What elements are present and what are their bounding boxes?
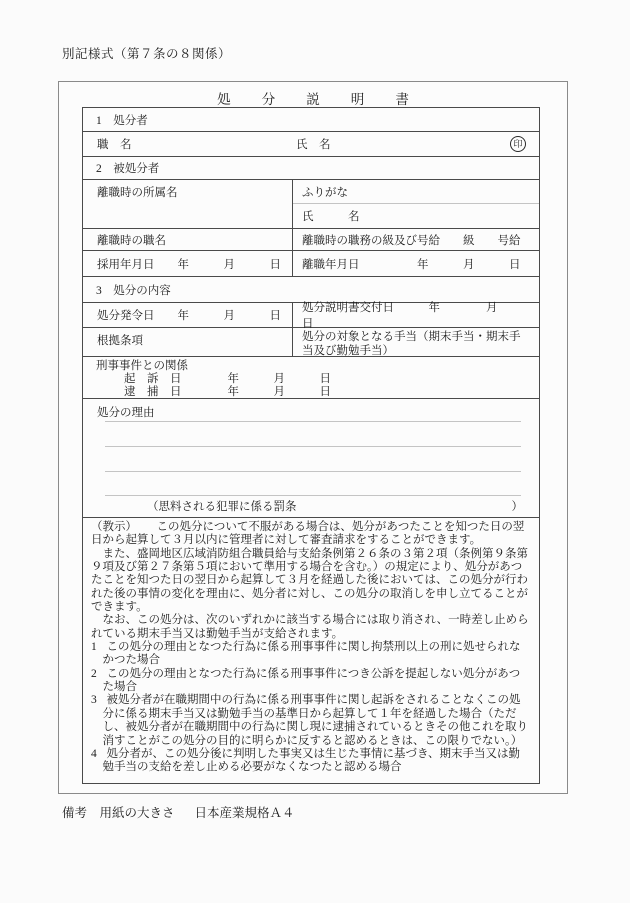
notice-item-3 [91,694,531,747]
notice-item-text: 被処分者が在職期間中の行為に係る刑事事件に関し起訴をされることなくこの処分に係る期末手当又は勤勉手当の基準日から起算して１年を経過した場合（ただし、被処分者が在職期間中の行為に関し現に逮捕されているときその他これを取り消すことがこの処分の目的に明らかに反すると認めるときは、この限りでない。） [102,694,528,747]
reason-rule-line [105,421,521,422]
notice-item-2 [91,668,531,695]
notice-paragraph: なお、この処分は、次のいずれかに該当する場合には取り消され、一時差し止められている期末手当又は勤勉手当が支給されます。 [91,614,529,640]
form-style-note: 別記様式（第７条の８関係） [62,47,232,61]
disposer-name-row [83,132,539,157]
allowance-label-cell: 処分の対象となる手当（期末手当・期末手当及び勤勉手当） [302,331,521,357]
notice-item-number: 4 [91,747,97,760]
issue-date-cell: 処分発令日 年 月 日 [83,303,293,327]
remark-text-paper-size: 用紙の大きさ [99,806,175,820]
form-table [82,107,540,784]
reason-label: 処分の理由 [97,407,155,419]
hire-leave-date-row [83,251,539,277]
notice-paragraph: また、盛岡地区広域消防組合職員給与支給条例第２６条の３第２項（条例第９条第９項及び第２７条第５項において準用する場合を含む。）の規定により、処分があつたことを知つた日の翌日から起算して３月を経過した後においては、この処分が行われた後の事情の変化を理由に、処分者に対し、この処分の取消しを申し立てることができます。 [91,547,528,614]
furigana-label: ふりがな [293,180,539,204]
recipient-name-label: 氏 名 [302,211,360,223]
grade-label-cell: 離職時の職務の級及び号給 級 号給 [302,234,521,247]
affiliation-label-cell: 離職時の所属名 [83,180,293,228]
reason-rule-line [105,495,521,496]
penal-provision-open: （思料される犯罪に係る罰条 [147,501,297,513]
hire-date-cell: 採用年月日 年 月 日 [83,251,293,276]
reason-rule-line [105,471,521,472]
name-cell [293,180,539,228]
remark-label: 備考 [62,806,88,820]
arrest-date-line: 逮 捕 日 年 月 日 [124,386,331,398]
form-outer-box [58,81,568,794]
notice-item-4 [91,748,531,775]
job-grade-row [83,229,539,251]
notice-lead-label: （教示） [91,521,137,533]
affiliation-name-row [83,180,539,229]
criminal-relation-row [83,357,539,399]
reason-rule-line [105,446,521,447]
criminal-relation-header: 刑事事件との関係 [96,360,188,372]
notice-row [83,518,539,783]
reason-row [83,399,539,518]
section2-header: 2 被処分者 [83,157,539,180]
disposer-job-label: 職 名 [97,139,132,151]
penal-provision-line [83,498,539,514]
job-title-label-cell: 離職時の職名 [83,229,293,250]
disposer-name-label: 氏 名 [296,139,331,151]
document-title: 処分説明書 [217,92,440,107]
notice-lead-text: この処分について不服がある場合は、処分があつたことを知つた日の翌日から起算して３月以内に管理者に対して審査請求をすることができます。 [91,521,525,547]
prosecution-date-line: 起 訴 日 年 月 日 [124,373,331,385]
section3-header: 3 処分の内容 [83,277,539,303]
basis-allowance-row [83,328,539,357]
notice-lead [91,521,531,548]
remark-note [62,803,295,821]
basis-label-cell: 根拠条項 [83,328,293,356]
seal-mark-icon: 印 [510,136,526,152]
notice-item-number: 3 [91,694,97,707]
leave-date-cell: 離職年月日 年 月 日 [302,258,521,271]
remark-text-standard: 日本産業規格Ａ４ [194,806,295,820]
notice-item-number: 1 [91,641,97,654]
notice-item-1 [91,641,531,668]
notice-item-text: この処分の理由となつた行為に係る刑事事件につき公訴を提起しない処分があつた場合 [102,667,521,694]
notice-item-number: 2 [91,667,97,680]
section1-header: 1 処分者 [83,108,539,132]
delivery-date-cell: 処分説明書交付日 年 月 日 [302,302,532,330]
notice-item-text: この処分の理由となつた行為に係る刑事事件に関し拘禁刑以上の刑に処せられなかつた場合 [102,641,521,667]
notice-item-text: 処分者が、この処分後に判明した事実又は生じた事情に基づき、期末手当又は勤勉手当の支給を差し止める必要がなくなつたと認める場合 [102,747,521,774]
penal-provision-close: ） [511,501,523,513]
issue-delivery-date-row [83,303,539,328]
